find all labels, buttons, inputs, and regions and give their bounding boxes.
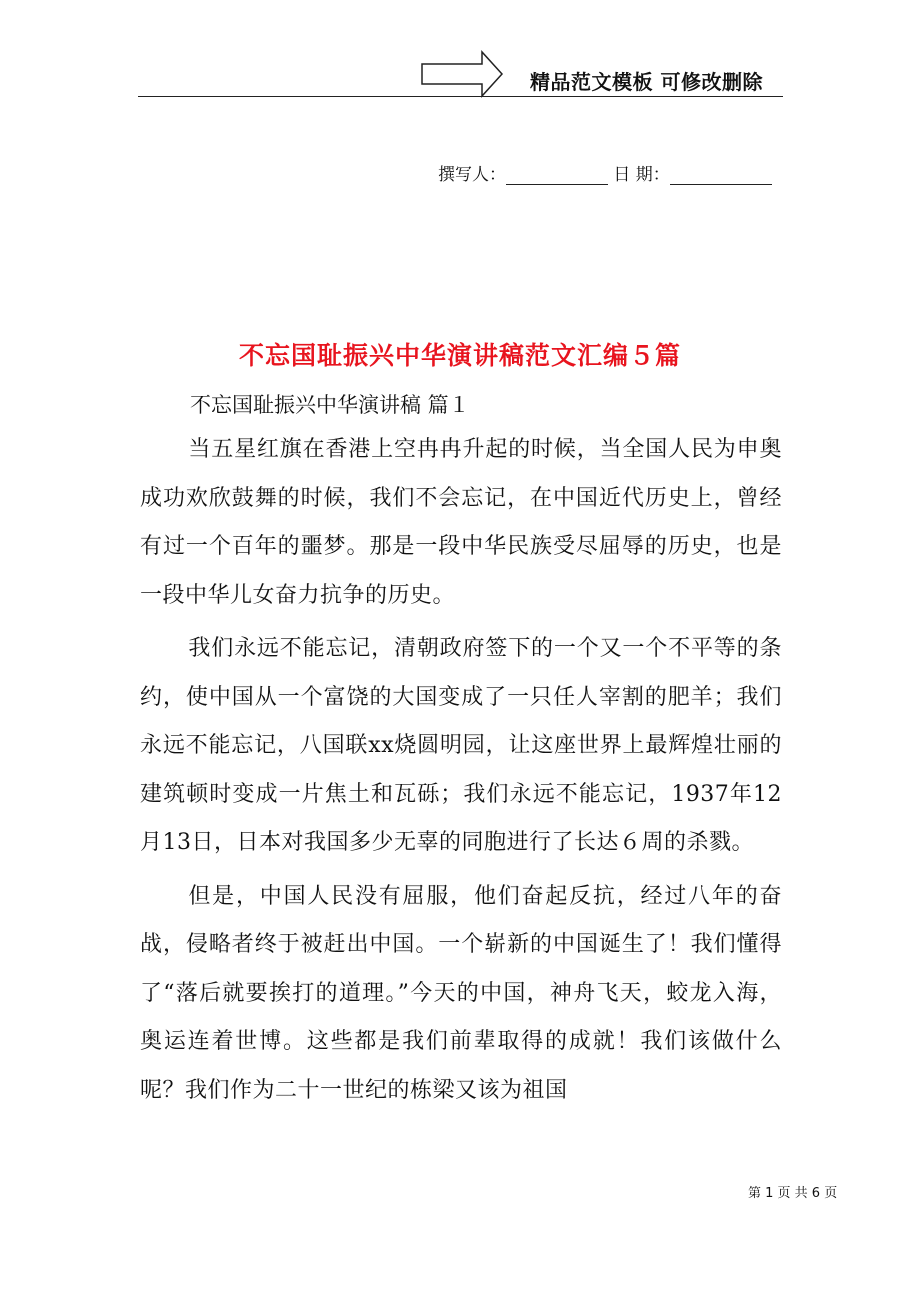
paragraph: 但是，中国人民没有屈服，他们奋起反抗，经过八年的奋战，侵略者终于被赶出中国。一个崭新的中国诞生了！我们懂得了“落后就要挨打的道理。”今天的中国，神舟飞天，蛟龙入海，奥运连着世博。这些都是我们前辈取得的成就！我们该做什么呢？我们作为二十一世纪的栋梁又该为祖国 <box>140 883 782 1103</box>
header-label: 精品范文模板 可修改删除 <box>530 70 763 94</box>
author-date-row <box>438 160 772 185</box>
paragraph: 我们永远不能忘记，清朝政府签下的一个又一个不平等的条约，使中国从一个富饶的大国变成了一只任人宰割的肥羊；我们永远不能忘记，八国联xx烧圆明园，让这座世界上最辉煌壮丽的建筑顿时变成一片焦土和瓦砾；我们永远不能忘记，1937年12月13日，日本对我国多少无辜的同胞进行了长达６周的杀戮。 <box>140 636 782 855</box>
date-label: 日 期： <box>613 165 670 185</box>
document-title: 不忘国耻振兴中华演讲稿范文汇编５篇 <box>238 341 681 370</box>
section-heading: 不忘国耻振兴中华演讲稿 篇１ <box>190 393 470 417</box>
paragraph: 当五星红旗在香港上空冉冉升起的时候，当全国人民为申奥成功欢欣鼓舞的时候，我们不会忘记，在中国近代历史上，曾经有过一个百年的噩梦。那是一段中华民族受尽屈辱的历史，也是一段中华儿女奋力抗争的历史。 <box>140 437 782 608</box>
author-blank-line <box>506 166 608 185</box>
header-divider <box>138 96 783 97</box>
document-body <box>140 384 782 1120</box>
arrow-right-icon <box>420 50 504 98</box>
page-number: 第 1 页 共 6 页 <box>748 1186 838 1201</box>
date-blank-line <box>670 166 772 185</box>
author-label: 撰写人： <box>438 165 506 185</box>
